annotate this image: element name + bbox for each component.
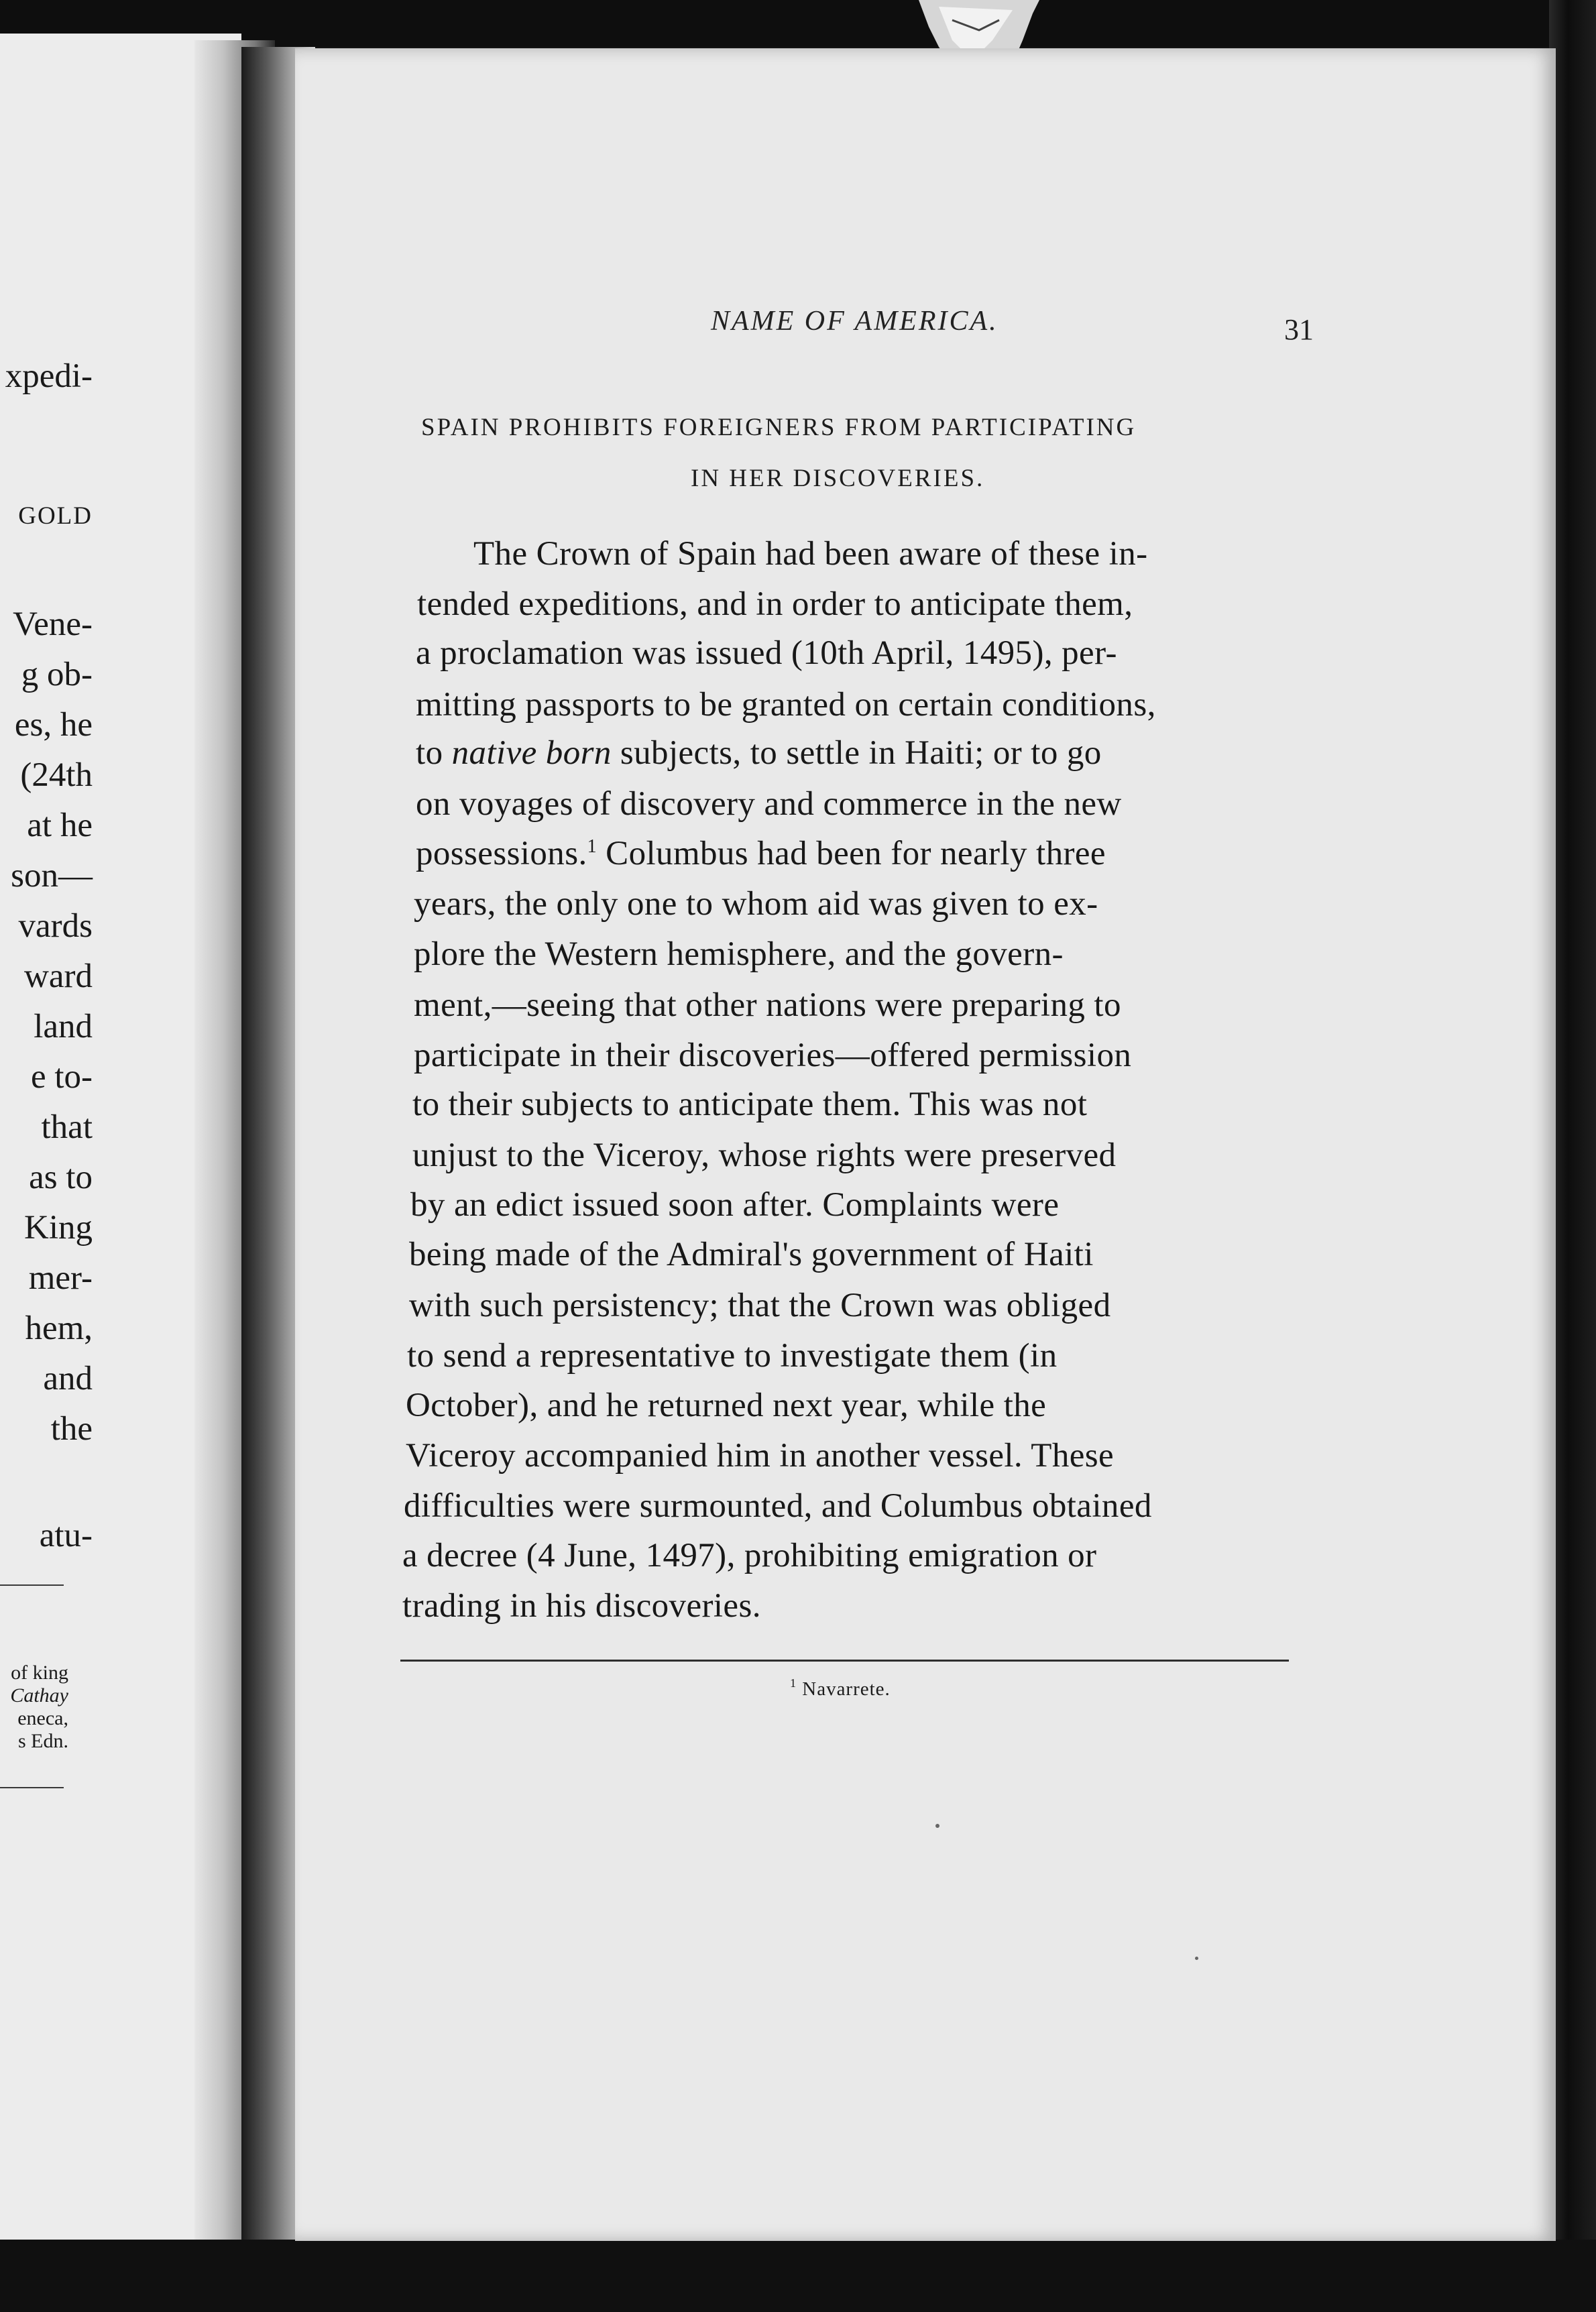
left-page-line: son— [11, 857, 93, 894]
left-page-line: that [41, 1108, 93, 1146]
left-page-line: es, he [14, 706, 93, 744]
body-text-line: with such persistency; that the Crown was obliged [409, 1287, 1111, 1324]
body-text-line [416, 834, 1106, 873]
left-page-line: hem, [25, 1310, 93, 1347]
left-page-line: g ob- [21, 656, 93, 693]
left-page-line: and [43, 1360, 93, 1397]
left-page-line: mer- [28, 1259, 93, 1297]
page-number: 31 [1284, 313, 1314, 346]
left-page-note-line: eneca, [17, 1707, 68, 1729]
body-text-line: October), and he returned next year, while the [406, 1387, 1047, 1424]
paper-speck [935, 1824, 939, 1828]
body-text-line: being made of the Admiral's government of Haiti [409, 1236, 1094, 1273]
left-page-line: the [50, 1410, 93, 1448]
body-text-line: tended expeditions, and in order to anticipate them, [417, 585, 1133, 623]
body-text-span: to [416, 734, 443, 772]
body-text-span: Columbus had been for nearly three [606, 835, 1106, 872]
left-page-line: King [24, 1209, 93, 1247]
left-page-line: ward [24, 958, 93, 995]
left-page-line: vards [18, 907, 93, 945]
body-text-line: ment,—seeing that other nations were preparing to [414, 986, 1121, 1024]
italic-phrase: native born [451, 734, 612, 772]
body-text-line: mitting passports to be granted on certain conditions, [416, 686, 1156, 724]
footnote-reference: 1 [587, 836, 597, 857]
section-heading: SPAIN PROHIBITS FOREIGNERS FROM PARTICIPATING [421, 414, 1137, 441]
body-text-line: a proclamation was issued (10th April, 1495), per- [416, 634, 1117, 672]
left-page-footnote-rule [0, 1584, 64, 1586]
body-text-line [416, 734, 1102, 772]
footnote [790, 1676, 891, 1700]
paper-speck [1195, 1957, 1198, 1960]
left-page-line: xpedi- [5, 357, 93, 395]
body-text-line: plore the Western hemisphere, and the govern- [414, 935, 1064, 973]
running-title: NAME OF AMERICA. [711, 306, 999, 337]
left-page-note-line: s Edn. [18, 1730, 68, 1752]
left-page-bottom-rule [0, 1787, 64, 1788]
body-text-line: a decree (4 June, 1497), prohibiting emigration or [402, 1537, 1097, 1574]
body-text-span: subjects, to settle in Haiti; or to go [620, 734, 1102, 772]
left-page-line: e to- [30, 1058, 93, 1096]
left-page-line: GOLD [18, 502, 93, 530]
left-page-line: land [34, 1008, 93, 1045]
body-text-line: participate in their discoveries—offered permission [414, 1037, 1132, 1074]
body-text-line: to send a representative to investigate them (in [407, 1337, 1058, 1375]
body-text-line: difficulties were surmounted, and Columbus obtained [404, 1487, 1152, 1525]
left-page-line: Vene- [13, 605, 93, 643]
body-text-span: possessions. [416, 835, 587, 872]
left-page-line: atu- [39, 1517, 93, 1554]
left-page-line: at he [27, 807, 93, 844]
body-text-line: Viceroy accompanied him in another vessel. These [406, 1437, 1115, 1475]
section-heading: IN HER DISCOVERIES. [691, 465, 985, 492]
body-text-line: The Crown of Spain had been aware of these in- [473, 535, 1148, 573]
left-page-note-line: of king [11, 1662, 68, 1684]
footnote-text: Navarrete. [802, 1678, 891, 1700]
body-text-line: on voyages of discovery and commerce in the new [416, 785, 1122, 823]
body-text-line: years, the only one to whom aid was given to ex- [414, 885, 1098, 923]
footnote-marker: 1 [790, 1676, 797, 1690]
body-text-line: trading in his discoveries. [402, 1587, 761, 1625]
left-page-line: (24th [20, 756, 93, 794]
left-page-note-line: Cathay [10, 1684, 68, 1707]
scan-border-bottom [0, 2240, 1596, 2312]
scan-border-right [1549, 0, 1596, 2312]
body-text-line: to their subjects to anticipate them. This was not [412, 1086, 1088, 1123]
body-text-line: by an edict issued soon after. Complaints were [410, 1186, 1060, 1224]
footnote-rule [400, 1660, 1289, 1662]
left-page-line: as to [29, 1159, 93, 1196]
body-text-line: unjust to the Viceroy, whose rights were preserved [412, 1137, 1117, 1174]
